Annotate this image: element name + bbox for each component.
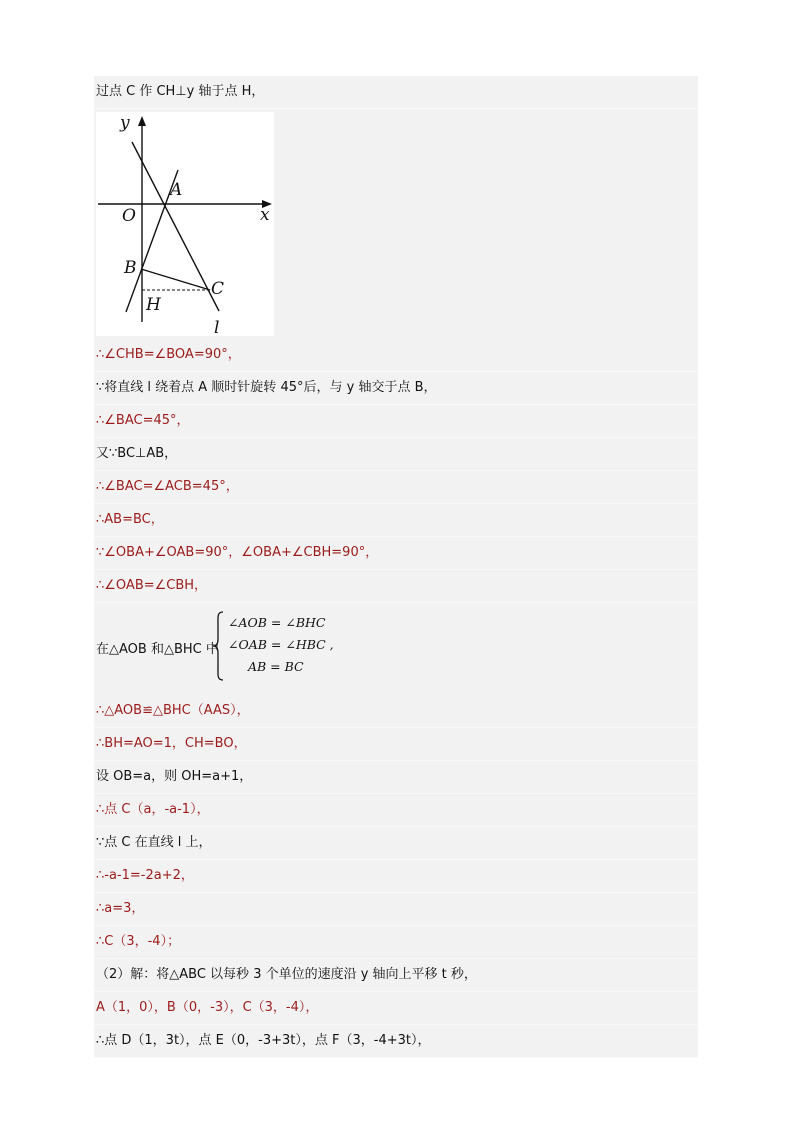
text-line-9: ∴∠OAB=∠CBH，	[94, 570, 698, 603]
label-x: x	[260, 205, 270, 225]
text-line-16: ∴a=3，	[94, 893, 698, 926]
label-l: l	[214, 318, 220, 336]
solution-content	[94, 76, 698, 1058]
text-line-19: A（1，0），B（0，-3），C（3，-4），	[94, 992, 698, 1025]
text-line-20: ∴点 D（1，3t），点 E（0，-3+3t），点 F（3，-4+3t），	[94, 1025, 698, 1058]
equation-3: AB = BC	[248, 659, 304, 674]
text-line-14: ∵点 C 在直线 l 上，	[94, 827, 698, 860]
text-line-18: （2）解：将△ABC 以每秒 3 个单位的速度沿 y 轴向上平移 t 秒，	[94, 959, 698, 992]
text-line-3: ∵将直线 l 绕着点 A 顺时针旋转 45°后，与 y 轴交于点 B，	[94, 372, 698, 405]
label-c: C	[211, 279, 225, 299]
equation-1: ∠AOB = ∠BHC	[228, 615, 326, 630]
text-line-13: ∴点 C（a，-a-1），	[94, 794, 698, 827]
y-axis-arrow	[138, 116, 146, 126]
text-line-12: 设 OB=a，则 OH=a+1，	[94, 761, 698, 794]
label-a: A	[170, 180, 183, 200]
label-o: O	[122, 206, 136, 226]
text-line-5: 又∵BC⊥AB，	[94, 438, 698, 471]
system-lead-text: 在△AOB 和△BHC 中	[96, 642, 219, 657]
equation-system	[228, 612, 334, 678]
text-line-10: ∴△AOB≌△BHC（AAS），	[94, 695, 698, 728]
text-line-4: ∴∠BAC=45°，	[94, 405, 698, 438]
text-line-11: ∴BH=AO=1，CH=BO，	[94, 728, 698, 761]
left-brace	[212, 611, 224, 681]
text-line-15: ∴-a-1=-2a+2，	[94, 860, 698, 893]
label-b: B	[124, 258, 137, 278]
line-l	[132, 142, 219, 311]
equation-system-row	[94, 603, 698, 695]
text-line-1: 过点 C 作 CH⊥y 轴于点 H，	[94, 76, 698, 109]
equation-2: ∠OAB = ∠HBC ,	[228, 637, 334, 652]
geometry-figure	[96, 112, 274, 336]
label-y: y	[120, 113, 130, 133]
geometry-diagram	[96, 112, 274, 336]
label-h: H	[146, 295, 161, 315]
text-line-17: ∴C（3，-4）；	[94, 926, 698, 959]
text-line-6: ∴∠BAC=∠ACB=45°，	[94, 471, 698, 504]
text-line-8: ∵∠OBA+∠OAB=90°，∠OBA+∠CBH=90°，	[94, 537, 698, 570]
text-line-7: ∴AB=BC，	[94, 504, 698, 537]
figure-row	[94, 109, 698, 339]
text-line-2: ∴∠CHB=∠BOA=90°，	[94, 339, 698, 372]
